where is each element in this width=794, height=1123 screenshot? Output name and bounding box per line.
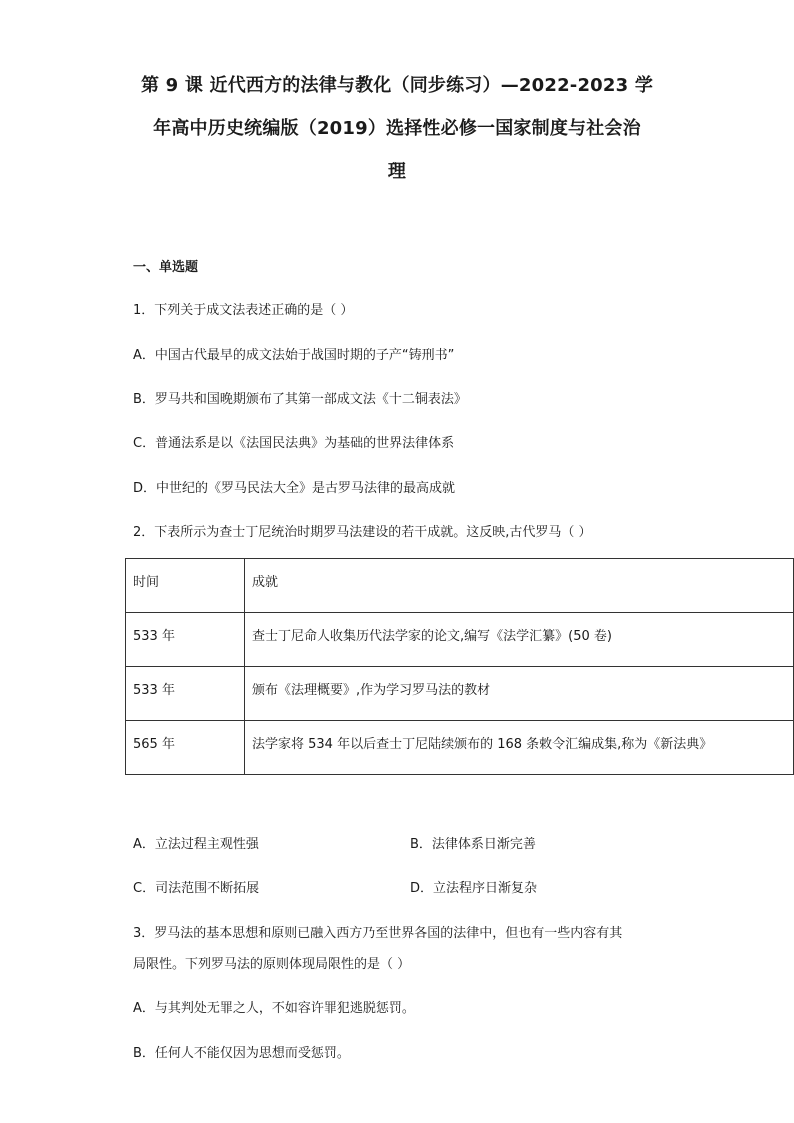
question-2-stem: 2．下表所示为查士丁尼统治时期罗马法建设的若干成就。这反映,古代罗马（ ）	[133, 525, 592, 540]
question-3-stem-line-2: 局限性。下列罗马法的原则体现局限性的是（ ）	[133, 957, 411, 972]
question-1-stem: 1．下列关于成文法表述正确的是（ ）	[133, 303, 354, 318]
table-cell-achievement: 查士丁尼命人收集历代法学家的论文,编写《法学汇纂》(50 卷)	[245, 613, 794, 667]
question-3-stem-line-1: 3．罗马法的基本思想和原则已融入西方乃至世界各国的法律中，但也有一些内容有其	[133, 926, 623, 941]
table-row	[126, 613, 794, 667]
question-3-option-b: B．任何人不能仅因为思想而受惩罚。	[133, 1046, 350, 1061]
table-header-achievement: 成就	[245, 559, 794, 613]
question-3-option-a: A．与其判处无罪之人，不如容许罪犯逃脱惩罚。	[133, 1001, 415, 1016]
table-cell-year: 533 年	[126, 667, 245, 721]
question-1-option-b: B．罗马共和国晚期颁布了其第一部成文法《十二铜表法》	[133, 392, 467, 407]
table-row	[126, 667, 794, 721]
question-1-option-c: C．普通法系是以《法国民法典》为基础的世界法律体系	[133, 436, 455, 451]
question-2-option-c: C．司法范围不断拓展	[133, 881, 260, 896]
title-line-2: 年高中历史统编版（2019）选择性必修一国家制度与社会治	[153, 118, 641, 139]
table-cell-achievement: 颁布《法理概要》,作为学习罗马法的教材	[245, 667, 794, 721]
table-cell-achievement: 法学家将 534 年以后查士丁尼陆续颁布的 168 条敕令汇编成集,称为《新法典》	[245, 721, 794, 775]
question-2-option-d: D．立法程序日渐复杂	[410, 881, 538, 896]
question-2-option-a: A．立法过程主观性强	[133, 837, 259, 852]
table-row	[126, 721, 794, 775]
table-cell-year: 565 年	[126, 721, 245, 775]
document-title	[130, 64, 664, 193]
table-header-row	[126, 559, 794, 613]
achievements-table	[125, 558, 794, 775]
question-1-option-d: D．中世纪的《罗马民法大全》是古罗马法律的最高成就	[133, 481, 456, 496]
section-heading: 一、单选题	[133, 260, 199, 275]
title-line-3: 理	[387, 161, 407, 182]
question-1-option-a: A．中国古代最早的成文法始于战国时期的子产“铸刑书”	[133, 348, 455, 363]
question-2-option-b: B．法律体系日渐完善	[410, 837, 536, 852]
table-cell-year: 533 年	[126, 613, 245, 667]
table-header-time: 时间	[126, 559, 245, 613]
title-line-1: 第 9 课 近代西方的法律与教化（同步练习）—2022-2023 学	[140, 75, 654, 96]
